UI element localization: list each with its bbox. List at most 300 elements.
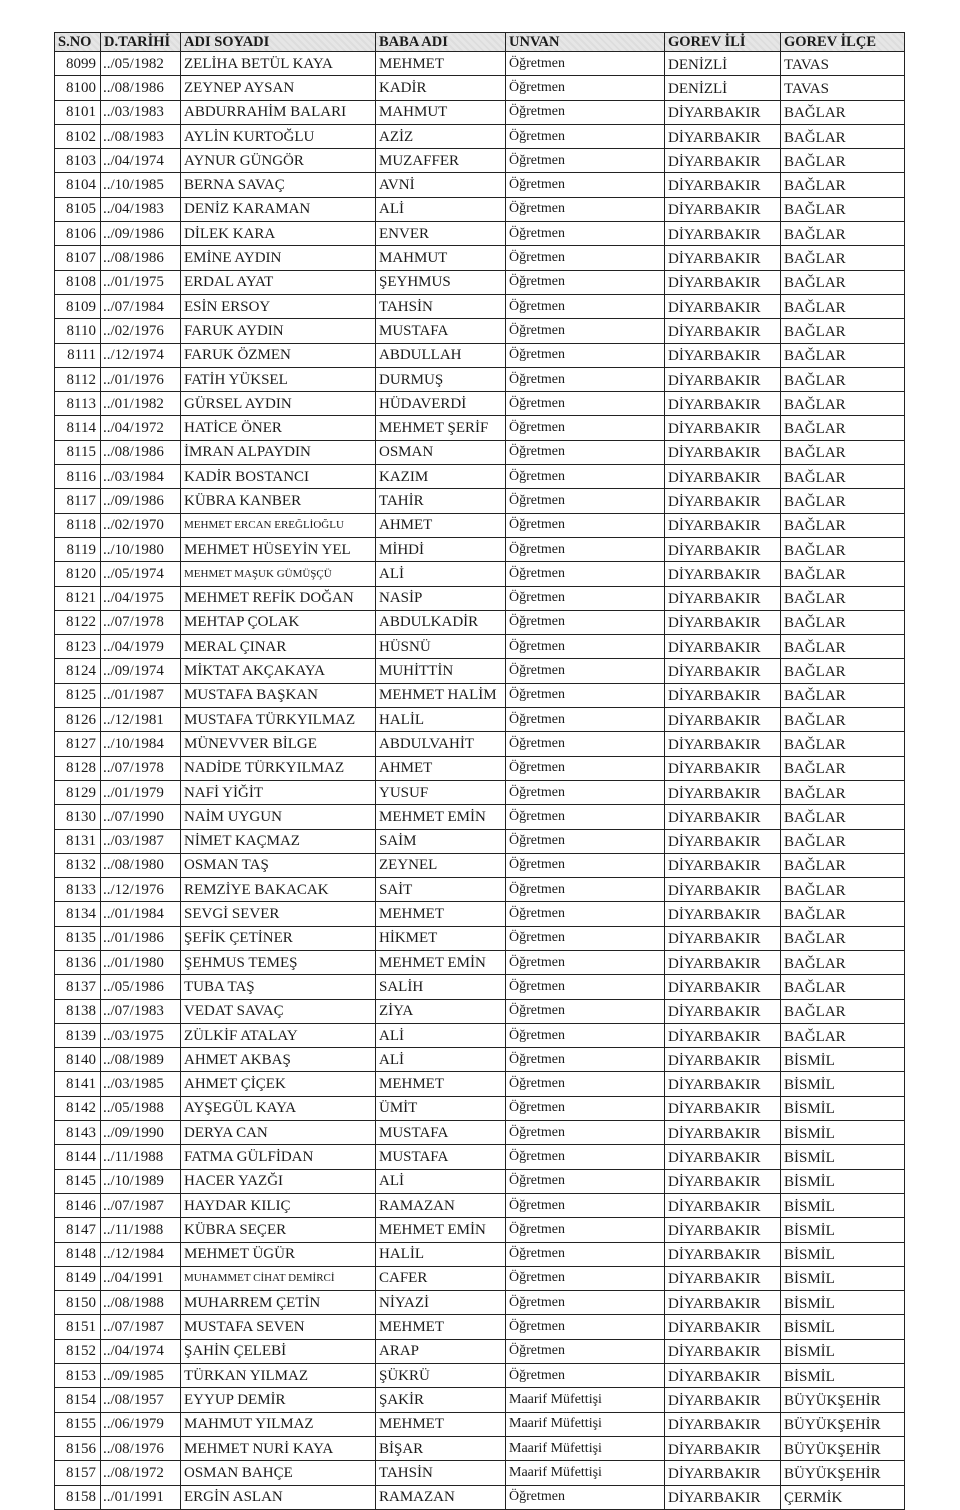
father-name-cell: ABDULKADİR: [376, 610, 506, 634]
title-cell: Öğretmen: [506, 659, 665, 683]
title-cell: Öğretmen: [506, 878, 665, 902]
full-name-cell: ZÜLKİF ATALAY: [181, 1023, 376, 1047]
province-cell: DİYARBAKIR: [665, 489, 781, 513]
father-name-cell: ZİYA: [376, 999, 506, 1023]
table-row: [55, 732, 905, 756]
table-row: [55, 708, 905, 732]
father-name-cell: ZEYNEL: [376, 853, 506, 877]
full-name-cell: MUHARREM ÇETİN: [181, 1291, 376, 1315]
province-cell: DİYARBAKIR: [665, 173, 781, 197]
table-row: [55, 902, 905, 926]
father-name-cell: ABDULVAHİT: [376, 732, 506, 756]
birth-date-cell: ../08/1986: [101, 76, 181, 100]
table-row: [55, 294, 905, 318]
title-cell: Öğretmen: [506, 829, 665, 853]
header-district: GOREV İLÇE: [781, 33, 905, 52]
title-cell: Öğretmen: [506, 1121, 665, 1145]
table-row: [55, 805, 905, 829]
district-cell: BİSMİL: [781, 1072, 905, 1096]
province-cell: DİYARBAKIR: [665, 1364, 781, 1388]
sno-cell: 8158: [55, 1485, 101, 1509]
full-name-cell: DENİZ KARAMAN: [181, 197, 376, 221]
sno-cell: 8130: [55, 805, 101, 829]
title-cell: Öğretmen: [506, 635, 665, 659]
father-name-cell: MUSTAFA: [376, 1121, 506, 1145]
birth-date-cell: ../09/1990: [101, 1121, 181, 1145]
full-name-cell: TÜRKAN YILMAZ: [181, 1364, 376, 1388]
title-cell: Öğretmen: [506, 926, 665, 950]
father-name-cell: RAMAZAN: [376, 1193, 506, 1217]
header-province: GOREV İLİ: [665, 33, 781, 52]
father-name-cell: ALİ: [376, 1048, 506, 1072]
father-name-cell: TAHSİN: [376, 1461, 506, 1485]
father-name-cell: ŞAKİR: [376, 1388, 506, 1412]
district-cell: BAĞLAR: [781, 294, 905, 318]
province-cell: DİYARBAKIR: [665, 1291, 781, 1315]
district-cell: BAĞLAR: [781, 343, 905, 367]
birth-date-cell: ../05/1988: [101, 1096, 181, 1120]
father-name-cell: AHMET: [376, 756, 506, 780]
full-name-cell: ERDAL AYAT: [181, 270, 376, 294]
title-cell: Öğretmen: [506, 610, 665, 634]
district-cell: TAVAS: [781, 52, 905, 76]
full-name-cell: OSMAN BAHÇE: [181, 1461, 376, 1485]
title-cell: Maarif Müfettişi: [506, 1388, 665, 1412]
title-cell: Öğretmen: [506, 294, 665, 318]
birth-date-cell: ../04/1991: [101, 1266, 181, 1290]
district-cell: BAĞLAR: [781, 610, 905, 634]
sno-cell: 8140: [55, 1048, 101, 1072]
title-cell: Öğretmen: [506, 52, 665, 76]
birth-date-cell: ../08/1986: [101, 246, 181, 270]
birth-date-cell: ../11/1988: [101, 1218, 181, 1242]
district-cell: BAĞLAR: [781, 246, 905, 270]
title-cell: Öğretmen: [506, 392, 665, 416]
title-cell: Öğretmen: [506, 1242, 665, 1266]
sno-cell: 8151: [55, 1315, 101, 1339]
district-cell: BAĞLAR: [781, 149, 905, 173]
sno-cell: 8142: [55, 1096, 101, 1120]
table-row: [55, 975, 905, 999]
province-cell: DİYARBAKIR: [665, 853, 781, 877]
sno-cell: 8145: [55, 1169, 101, 1193]
birth-date-cell: ../07/1978: [101, 610, 181, 634]
full-name-cell: MAHMUT YILMAZ: [181, 1412, 376, 1436]
full-name-cell: KÜBRA SEÇER: [181, 1218, 376, 1242]
sno-cell: 8120: [55, 562, 101, 586]
sno-cell: 8156: [55, 1436, 101, 1460]
title-cell: Öğretmen: [506, 416, 665, 440]
province-cell: DİYARBAKIR: [665, 562, 781, 586]
district-cell: BİSMİL: [781, 1145, 905, 1169]
title-cell: Öğretmen: [506, 440, 665, 464]
full-name-cell: MUHAMMET CİHAT DEMİRCİ: [181, 1266, 376, 1290]
sno-cell: 8126: [55, 708, 101, 732]
table-row: [55, 1339, 905, 1363]
table-row: [55, 756, 905, 780]
province-cell: DİYARBAKIR: [665, 1193, 781, 1217]
table-row: [55, 926, 905, 950]
district-cell: BAĞLAR: [781, 537, 905, 561]
province-cell: DİYARBAKIR: [665, 829, 781, 853]
district-cell: BAĞLAR: [781, 756, 905, 780]
birth-date-cell: ../08/1957: [101, 1388, 181, 1412]
full-name-cell: FATMA GÜLFİDAN: [181, 1145, 376, 1169]
province-cell: DİYARBAKIR: [665, 1242, 781, 1266]
province-cell: DİYARBAKIR: [665, 780, 781, 804]
father-name-cell: ALİ: [376, 197, 506, 221]
table-row: [55, 1412, 905, 1436]
title-cell: Öğretmen: [506, 756, 665, 780]
birth-date-cell: ../08/1972: [101, 1461, 181, 1485]
province-cell: DİYARBAKIR: [665, 440, 781, 464]
full-name-cell: NADİDE TÜRKYILMAZ: [181, 756, 376, 780]
district-cell: BAĞLAR: [781, 270, 905, 294]
full-name-cell: TUBA TAŞ: [181, 975, 376, 999]
birth-date-cell: ../06/1979: [101, 1412, 181, 1436]
sno-cell: 8119: [55, 537, 101, 561]
province-cell: DİYARBAKIR: [665, 513, 781, 537]
title-cell: Öğretmen: [506, 1315, 665, 1339]
title-cell: Öğretmen: [506, 1218, 665, 1242]
province-cell: DİYARBAKIR: [665, 149, 781, 173]
table-row: [55, 1096, 905, 1120]
father-name-cell: MEHMET: [376, 902, 506, 926]
province-cell: DİYARBAKIR: [665, 610, 781, 634]
province-cell: DİYARBAKIR: [665, 1436, 781, 1460]
full-name-cell: MEHMET HÜSEYİN YEL: [181, 537, 376, 561]
father-name-cell: MİHDİ: [376, 537, 506, 561]
father-name-cell: ŞÜKRÜ: [376, 1364, 506, 1388]
province-cell: DİYARBAKIR: [665, 294, 781, 318]
sno-cell: 8124: [55, 659, 101, 683]
father-name-cell: ALİ: [376, 562, 506, 586]
birth-date-cell: ../09/1974: [101, 659, 181, 683]
father-name-cell: HÜDAVERDİ: [376, 392, 506, 416]
sno-cell: 8115: [55, 440, 101, 464]
father-name-cell: HÜSNÜ: [376, 635, 506, 659]
title-cell: Öğretmen: [506, 853, 665, 877]
birth-date-cell: ../03/1975: [101, 1023, 181, 1047]
province-cell: DİYARBAKIR: [665, 367, 781, 391]
province-cell: DİYARBAKIR: [665, 246, 781, 270]
birth-date-cell: ../01/1982: [101, 392, 181, 416]
full-name-cell: MUSTAFA BAŞKAN: [181, 683, 376, 707]
full-name-cell: MERAL ÇINAR: [181, 635, 376, 659]
table-row: [55, 173, 905, 197]
father-name-cell: NASİP: [376, 586, 506, 610]
full-name-cell: ESİN ERSOY: [181, 294, 376, 318]
full-name-cell: ERGİN ASLAN: [181, 1485, 376, 1509]
title-cell: Öğretmen: [506, 489, 665, 513]
birth-date-cell: ../04/1974: [101, 1339, 181, 1363]
title-cell: Öğretmen: [506, 1266, 665, 1290]
birth-date-cell: ../01/1987: [101, 683, 181, 707]
title-cell: Öğretmen: [506, 343, 665, 367]
title-cell: Maarif Müfettişi: [506, 1461, 665, 1485]
sno-cell: 8109: [55, 294, 101, 318]
table-row: [55, 124, 905, 148]
sno-cell: 8110: [55, 319, 101, 343]
province-cell: DİYARBAKIR: [665, 950, 781, 974]
table-row: [55, 270, 905, 294]
birth-date-cell: ../08/1989: [101, 1048, 181, 1072]
table-row: [55, 1315, 905, 1339]
district-cell: BİSMİL: [781, 1218, 905, 1242]
district-cell: BAĞLAR: [781, 975, 905, 999]
province-cell: DİYARBAKIR: [665, 1048, 781, 1072]
birth-date-cell: ../04/1983: [101, 197, 181, 221]
sno-cell: 8123: [55, 635, 101, 659]
birth-date-cell: ../10/1989: [101, 1169, 181, 1193]
district-cell: BİSMİL: [781, 1266, 905, 1290]
father-name-cell: HALİL: [376, 1242, 506, 1266]
district-cell: BAĞLAR: [781, 319, 905, 343]
district-cell: BAĞLAR: [781, 635, 905, 659]
father-name-cell: MEHMET: [376, 1315, 506, 1339]
sno-cell: 8149: [55, 1266, 101, 1290]
table-row: [55, 367, 905, 391]
district-cell: BAĞLAR: [781, 440, 905, 464]
birth-date-cell: ../02/1976: [101, 319, 181, 343]
district-cell: BAĞLAR: [781, 392, 905, 416]
table-row: [55, 343, 905, 367]
district-cell: TAVAS: [781, 76, 905, 100]
title-cell: Öğretmen: [506, 270, 665, 294]
full-name-cell: AYNUR GÜNGÖR: [181, 149, 376, 173]
birth-date-cell: ../03/1987: [101, 829, 181, 853]
full-name-cell: FARUK AYDIN: [181, 319, 376, 343]
father-name-cell: ŞEYHMUS: [376, 270, 506, 294]
sno-cell: 8143: [55, 1121, 101, 1145]
birth-date-cell: ../01/1979: [101, 780, 181, 804]
sno-cell: 8112: [55, 367, 101, 391]
full-name-cell: MÜNEVVER BİLGE: [181, 732, 376, 756]
birth-date-cell: ../12/1981: [101, 708, 181, 732]
father-name-cell: ARAP: [376, 1339, 506, 1363]
birth-date-cell: ../03/1985: [101, 1072, 181, 1096]
father-name-cell: ABDULLAH: [376, 343, 506, 367]
title-cell: Öğretmen: [506, 197, 665, 221]
title-cell: Öğretmen: [506, 1048, 665, 1072]
sno-cell: 8127: [55, 732, 101, 756]
district-cell: BAĞLAR: [781, 780, 905, 804]
title-cell: Öğretmen: [506, 805, 665, 829]
full-name-cell: ŞEHMUS TEMEŞ: [181, 950, 376, 974]
title-cell: Öğretmen: [506, 1145, 665, 1169]
sno-cell: 8111: [55, 343, 101, 367]
personnel-list-sheet: [54, 32, 904, 1510]
birth-date-cell: ../01/1975: [101, 270, 181, 294]
birth-date-cell: ../01/1984: [101, 902, 181, 926]
district-cell: ÇERMİK: [781, 1485, 905, 1509]
district-cell: BAĞLAR: [781, 222, 905, 246]
table-row: [55, 878, 905, 902]
title-cell: Öğretmen: [506, 562, 665, 586]
sno-cell: 8099: [55, 52, 101, 76]
sno-cell: 8138: [55, 999, 101, 1023]
title-cell: Öğretmen: [506, 1193, 665, 1217]
sno-cell: 8147: [55, 1218, 101, 1242]
father-name-cell: MEHMET: [376, 1072, 506, 1096]
full-name-cell: GÜRSEL AYDIN: [181, 392, 376, 416]
birth-date-cell: ../05/1982: [101, 52, 181, 76]
header-father-name: BABA ADI: [376, 33, 506, 52]
birth-date-cell: ../08/1983: [101, 124, 181, 148]
sno-cell: 8146: [55, 1193, 101, 1217]
district-cell: BAĞLAR: [781, 708, 905, 732]
sno-cell: 8116: [55, 465, 101, 489]
full-name-cell: SEVGİ SEVER: [181, 902, 376, 926]
title-cell: Öğretmen: [506, 222, 665, 246]
table-row: [55, 149, 905, 173]
table-row: [55, 1388, 905, 1412]
birth-date-cell: ../07/1983: [101, 999, 181, 1023]
title-cell: Öğretmen: [506, 780, 665, 804]
sno-cell: 8148: [55, 1242, 101, 1266]
father-name-cell: MEHMET: [376, 52, 506, 76]
province-cell: DİYARBAKIR: [665, 124, 781, 148]
birth-date-cell: ../09/1986: [101, 222, 181, 246]
province-cell: DİYARBAKIR: [665, 1096, 781, 1120]
table-row: [55, 246, 905, 270]
father-name-cell: MEHMET HALİM: [376, 683, 506, 707]
table-row: [55, 659, 905, 683]
birth-date-cell: ../11/1988: [101, 1145, 181, 1169]
father-name-cell: DURMUŞ: [376, 367, 506, 391]
district-cell: BİSMİL: [781, 1291, 905, 1315]
header-full-name: ADI SOYADI: [181, 33, 376, 52]
sno-cell: 8107: [55, 246, 101, 270]
sno-cell: 8102: [55, 124, 101, 148]
table-row: [55, 100, 905, 124]
table-row: [55, 829, 905, 853]
sno-cell: 8108: [55, 270, 101, 294]
father-name-cell: MEHMET: [376, 1412, 506, 1436]
province-cell: DİYARBAKIR: [665, 222, 781, 246]
sno-cell: 8122: [55, 610, 101, 634]
full-name-cell: REMZİYE BAKACAK: [181, 878, 376, 902]
district-cell: BAĞLAR: [781, 950, 905, 974]
title-cell: Öğretmen: [506, 76, 665, 100]
full-name-cell: MEHMET ERCAN EREĞLİOĞLU: [181, 513, 376, 537]
sno-cell: 8129: [55, 780, 101, 804]
table-row: [55, 52, 905, 76]
birth-date-cell: ../10/1980: [101, 537, 181, 561]
father-name-cell: RAMAZAN: [376, 1485, 506, 1509]
sno-cell: 8136: [55, 950, 101, 974]
father-name-cell: MAHMUT: [376, 246, 506, 270]
province-cell: DİYARBAKIR: [665, 343, 781, 367]
sno-cell: 8139: [55, 1023, 101, 1047]
sno-cell: 8132: [55, 853, 101, 877]
full-name-cell: FARUK ÖZMEN: [181, 343, 376, 367]
province-cell: DİYARBAKIR: [665, 1461, 781, 1485]
title-cell: Öğretmen: [506, 124, 665, 148]
district-cell: BAĞLAR: [781, 562, 905, 586]
father-name-cell: BİŞAR: [376, 1436, 506, 1460]
province-cell: DİYARBAKIR: [665, 1072, 781, 1096]
title-cell: Öğretmen: [506, 173, 665, 197]
father-name-cell: ALİ: [376, 1023, 506, 1047]
full-name-cell: DERYA CAN: [181, 1121, 376, 1145]
table-row: [55, 1121, 905, 1145]
full-name-cell: MEHMET ÜGÜR: [181, 1242, 376, 1266]
full-name-cell: ZELİHA BETÜL KAYA: [181, 52, 376, 76]
district-cell: BİSMİL: [781, 1121, 905, 1145]
table-row: [55, 1048, 905, 1072]
table-row: [55, 1291, 905, 1315]
father-name-cell: KADİR: [376, 76, 506, 100]
full-name-cell: DİLEK KARA: [181, 222, 376, 246]
father-name-cell: SAİT: [376, 878, 506, 902]
birth-date-cell: ../01/1991: [101, 1485, 181, 1509]
sno-cell: 8114: [55, 416, 101, 440]
birth-date-cell: ../05/1974: [101, 562, 181, 586]
district-cell: BAĞLAR: [781, 100, 905, 124]
province-cell: DİYARBAKIR: [665, 1485, 781, 1509]
title-cell: Öğretmen: [506, 1096, 665, 1120]
district-cell: BAĞLAR: [781, 659, 905, 683]
district-cell: BİSMİL: [781, 1242, 905, 1266]
father-name-cell: HALİL: [376, 708, 506, 732]
table-row: [55, 1072, 905, 1096]
full-name-cell: MUSTAFA SEVEN: [181, 1315, 376, 1339]
birth-date-cell: ../07/1987: [101, 1315, 181, 1339]
table-row: [55, 586, 905, 610]
sno-cell: 8105: [55, 197, 101, 221]
full-name-cell: KÜBRA KANBER: [181, 489, 376, 513]
full-name-cell: HACER YAZĞI: [181, 1169, 376, 1193]
district-cell: BAĞLAR: [781, 124, 905, 148]
birth-date-cell: ../12/1974: [101, 343, 181, 367]
father-name-cell: MUHİTTİN: [376, 659, 506, 683]
province-cell: DİYARBAKIR: [665, 100, 781, 124]
father-name-cell: SAİM: [376, 829, 506, 853]
title-cell: Öğretmen: [506, 732, 665, 756]
table-row: [55, 319, 905, 343]
sno-cell: 8101: [55, 100, 101, 124]
father-name-cell: CAFER: [376, 1266, 506, 1290]
table-row: [55, 1485, 905, 1509]
sno-cell: 8141: [55, 1072, 101, 1096]
father-name-cell: MUSTAFA: [376, 1145, 506, 1169]
province-cell: DİYARBAKIR: [665, 683, 781, 707]
sno-cell: 8117: [55, 489, 101, 513]
father-name-cell: SALİH: [376, 975, 506, 999]
title-cell: Öğretmen: [506, 319, 665, 343]
district-cell: BAĞLAR: [781, 465, 905, 489]
district-cell: BAĞLAR: [781, 586, 905, 610]
father-name-cell: MEHMET EMİN: [376, 805, 506, 829]
birth-date-cell: ../07/1990: [101, 805, 181, 829]
birth-date-cell: ../08/1986: [101, 440, 181, 464]
full-name-cell: KADİR BOSTANCI: [181, 465, 376, 489]
header-birth-date: D.TARİHİ: [101, 33, 181, 52]
father-name-cell: MUSTAFA: [376, 319, 506, 343]
table-row: [55, 1023, 905, 1047]
birth-date-cell: ../08/1980: [101, 853, 181, 877]
full-name-cell: EYYUP DEMİR: [181, 1388, 376, 1412]
table-row: [55, 1461, 905, 1485]
sno-cell: 8133: [55, 878, 101, 902]
district-cell: BÜYÜKŞEHİR: [781, 1436, 905, 1460]
sno-cell: 8144: [55, 1145, 101, 1169]
full-name-cell: AYLİN KURTOĞLU: [181, 124, 376, 148]
district-cell: BAĞLAR: [781, 999, 905, 1023]
table-row: [55, 635, 905, 659]
sno-cell: 8103: [55, 149, 101, 173]
